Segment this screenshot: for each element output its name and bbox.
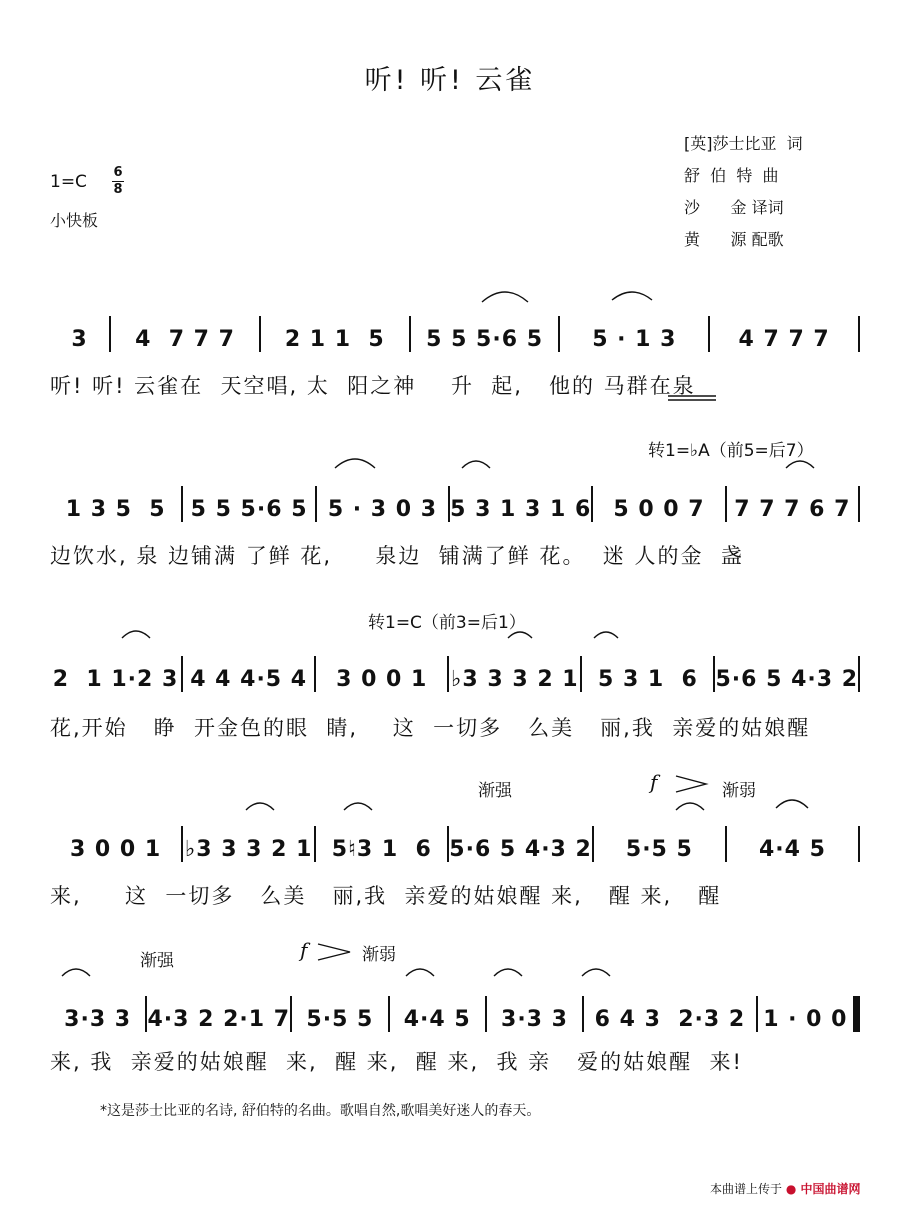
score-row-2 bbox=[50, 486, 860, 522]
meter-top: 6 bbox=[113, 165, 123, 180]
barline bbox=[858, 656, 860, 692]
measure: 4 4 4·5 4 bbox=[190, 667, 308, 692]
measure: 2 1 1·2 3 bbox=[52, 667, 179, 692]
site-logo: ● bbox=[785, 1182, 801, 1196]
measure: 3·3 3 bbox=[501, 1007, 568, 1032]
lyric-line-5: 来, 我 亲爱的姑娘醒 来, 醒 来, 醒 来, 我 亲 爱的姑娘醒 来! bbox=[50, 1050, 743, 1074]
measure: ♭3 3 3 2 1 bbox=[451, 667, 579, 692]
modulation-mark: 转1=♭A（前5=后7） bbox=[648, 441, 814, 461]
forte-mark: f bbox=[300, 938, 308, 962]
credits-block bbox=[684, 128, 803, 256]
slur bbox=[612, 292, 652, 300]
lyric-line-1: 听! 听! 云雀在 天空唱, 太 阳之神 升 起, 他的 马群在泉 bbox=[50, 374, 696, 398]
diminuendo-mark: 渐弱 bbox=[362, 945, 396, 965]
score-row-1 bbox=[50, 316, 860, 352]
slur bbox=[122, 631, 150, 638]
slur bbox=[582, 969, 610, 976]
slur bbox=[676, 803, 704, 810]
measure: 5 0 0 7 bbox=[613, 497, 705, 522]
upload-text: 本曲谱上传于 bbox=[710, 1182, 783, 1196]
measure: 4 7 7 7 bbox=[738, 327, 830, 352]
measure: 4 7 7 7 bbox=[135, 327, 235, 352]
crescendo-mark: 渐强 bbox=[140, 951, 174, 971]
lyric-line-4: 来, 这 一切多 么美 丽,我 亲爱的姑娘醒 来, 醒 来, 醒 bbox=[50, 884, 722, 908]
score-row-3 bbox=[50, 656, 860, 692]
slur bbox=[786, 461, 814, 468]
measure: 5 · 3 0 3 bbox=[327, 497, 438, 522]
slur bbox=[62, 969, 90, 976]
slur bbox=[335, 459, 375, 468]
upload-credit bbox=[710, 1180, 861, 1197]
credit-arranger: 黄 源 配歌 bbox=[684, 230, 784, 249]
measure: 5♮3 1 6 bbox=[331, 837, 432, 862]
measure: 4·4 5 bbox=[758, 837, 826, 862]
slur bbox=[246, 803, 274, 810]
measure: 4·3 2 2·1 7 bbox=[147, 1007, 291, 1032]
measure: 5 5 5·6 5 bbox=[426, 327, 543, 352]
measure: 7 7 7 6 7 bbox=[734, 497, 851, 522]
barline bbox=[858, 826, 860, 862]
site-logo-text: 中国曲谱网 bbox=[800, 1182, 861, 1196]
slur bbox=[344, 803, 372, 810]
barline bbox=[858, 316, 860, 352]
measure: 5 · 1 3 bbox=[592, 327, 677, 352]
decrescendo-hairpin bbox=[676, 776, 706, 792]
measure: ♭3 3 3 2 1 bbox=[184, 837, 313, 862]
measure: 5·5 5 bbox=[625, 837, 693, 862]
slur bbox=[482, 292, 528, 302]
song-title: 听! 听! 云雀 bbox=[364, 65, 536, 96]
final-barline bbox=[853, 996, 860, 1032]
lyric-line-3: 花,开始 睁 开金色的眼 睛, 这 一切多 么美 丽,我 亲爱的姑娘醒 bbox=[50, 716, 811, 740]
slur bbox=[776, 800, 808, 808]
credit-composer: 舒 伯 特 曲 bbox=[684, 166, 779, 185]
measure: 5 3 1 6 bbox=[597, 667, 698, 692]
measure: 1 3 5 5 bbox=[65, 497, 166, 522]
measure: 3 0 0 1 bbox=[336, 667, 428, 692]
measure: 3 0 0 1 bbox=[69, 837, 162, 862]
score-row-4 bbox=[50, 826, 860, 862]
credit-translator: 沙 金 译词 bbox=[684, 198, 784, 217]
lyric-line-2: 边饮水, 泉 边铺满 了鲜 花, 泉边 铺满了鲜 花。 迷 人的金 盏 bbox=[50, 544, 744, 568]
measure: 3 bbox=[71, 327, 88, 352]
key-signature: 1=C bbox=[50, 172, 87, 192]
diminuendo-mark: 渐弱 bbox=[722, 781, 756, 801]
crescendo-mark: 渐强 bbox=[478, 781, 512, 801]
slur bbox=[462, 461, 490, 468]
score-row-5 bbox=[50, 996, 860, 1032]
barline bbox=[858, 486, 860, 522]
credit-lyricist: [英]莎士比亚 词 bbox=[684, 134, 803, 153]
slur bbox=[494, 969, 522, 976]
measure: 1 · 0 0 bbox=[763, 1007, 848, 1032]
tempo-marking: 小快板 bbox=[50, 211, 99, 230]
measure: 5·6 5 4·3 2 bbox=[449, 837, 592, 862]
footnote: *这是莎士比亚的名诗, 舒伯特的名曲。歌唱自然,歌唱美好迷人的春天。 bbox=[100, 1103, 541, 1119]
slur bbox=[594, 632, 618, 638]
measure: 5 5 5·6 5 bbox=[190, 497, 308, 522]
measure: 2 1 1 5 bbox=[284, 327, 385, 352]
meter-bottom: 8 bbox=[113, 182, 123, 197]
decrescendo-hairpin bbox=[318, 944, 350, 960]
forte-mark: f bbox=[650, 770, 658, 794]
measure: 5 3 1 3 1 6 bbox=[450, 497, 592, 522]
modulation-mark: 转1=C（前3=后1） bbox=[368, 613, 526, 633]
measure: 4·4 5 bbox=[403, 1007, 471, 1032]
slur bbox=[406, 969, 434, 976]
measure: 5·5 5 bbox=[306, 1007, 374, 1032]
measure: 6 4 3 2·3 2 bbox=[594, 1007, 746, 1032]
measure: 5·6 5 4·3 2 bbox=[715, 667, 859, 692]
measure: 3·3 3 bbox=[64, 1007, 132, 1032]
time-signature bbox=[112, 166, 124, 197]
